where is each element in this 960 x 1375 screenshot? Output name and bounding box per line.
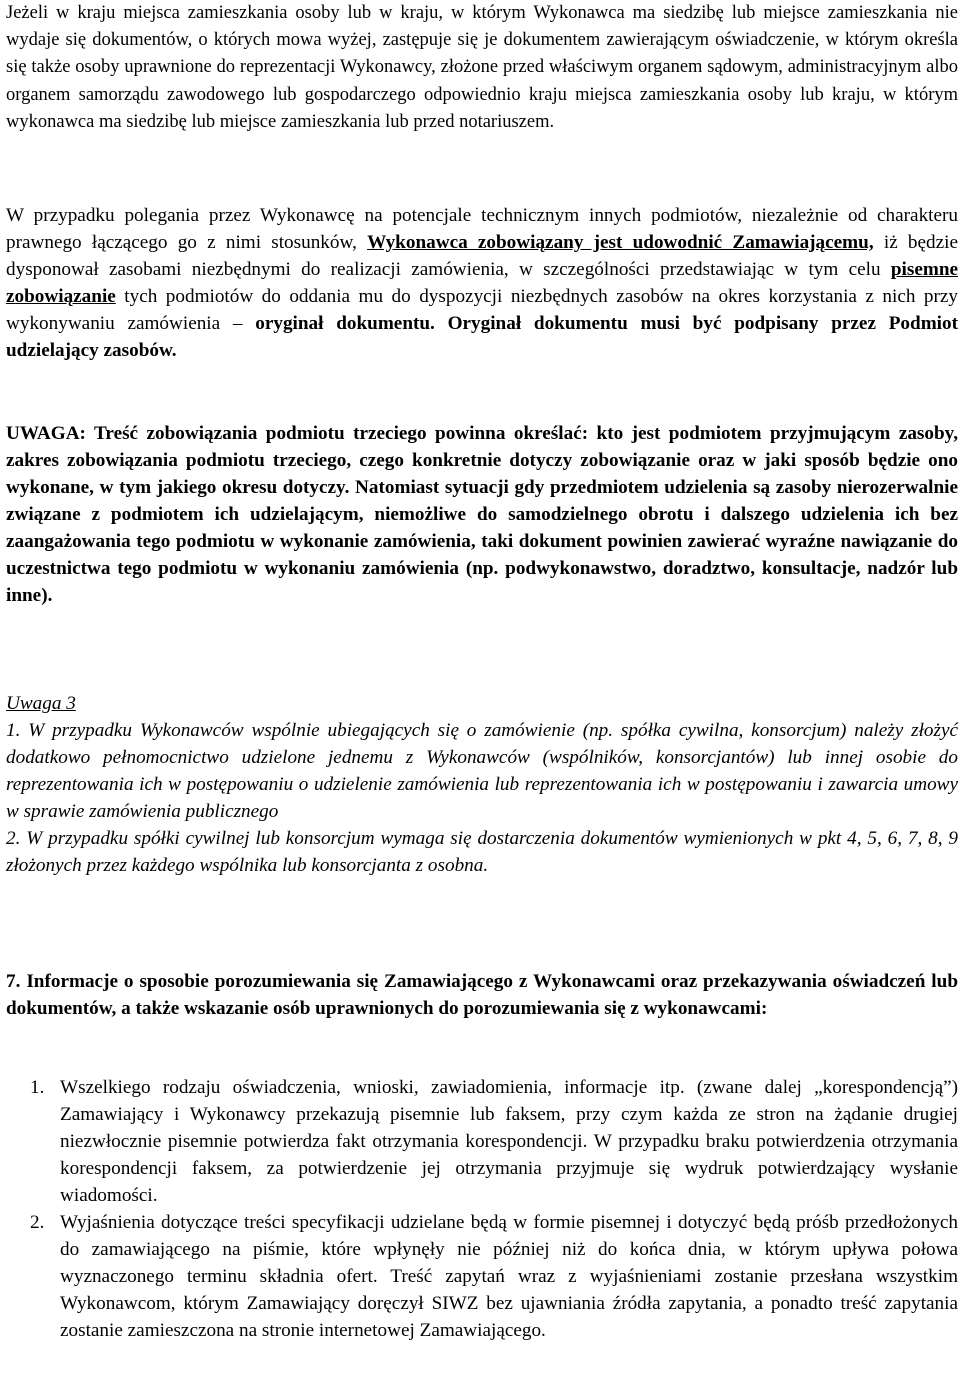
list-item [30,1074,958,1209]
list-item [30,1209,958,1344]
note-item-2: 2. W przypadku spółki cywilnej lub konsorcjum wymaga się dostarczenia dokumentów wymienionych w pkt 4, 5, 6, 7, 8, 9 złożonych przez każdego wspólnika lub konsorcjanta z osobna. [6,828,958,876]
note-block [6,690,958,879]
para2-written-commitment: pisemne zobowiązanie [6,259,958,307]
para2-obligation-emphasis: Wykonawca zobowiązany jest udowodnić Zamawiającemu, [367,232,874,253]
note-item-1: 1. W przypadku Wykonawców wspólnie ubiegających się o zamówienie (np. spółka cywilna, konsorcjum) należy złożyć dodatkowo pełnomocnictwo udzielone jednemu z Wykonawców (wspólników, konsorcjantów) lub innej osobie do reprezentowania ich w postępowaniu o udzielenie zamówienia lub reprezentowania ich w postępowaniu i zawarcia umowy w sprawie zamówienia publicznego [6,720,958,822]
note-heading: Uwaga 3 [6,693,76,714]
list-item-number: 1. [30,1077,45,1098]
para2-text-3: iż będzie dysponował zasobami niezbędnymi do realizacji zamówienia, w szczególności przedstawiając w tym celu [6,232,958,280]
paragraph-third-party-resources [6,202,958,364]
section-7-list [30,1074,958,1344]
para2-text-1: W przypadku polegania przez Wykonawcę na potencjale technicznym innych podmiotów, niezależnie od charakteru prawnego łączącego go z nimi stosunków, [6,205,958,253]
list-item-text: Wszelkiego rodzaju oświadczenia, wnioski, zawiadomienia, informacje itp. (zwane dalej „korespondencją”) Zamawiający i Wykonawcy przekazują pisemnie lub faksem, przy czym każda ze stron na żądanie drugiej niezwłocznie pisemnie potwierdza fakt otrzymania korespondencji. W przypadku braku potwierdzenia otrzymania korespondencji faksem, za potwierdzenie jej otrzymania przyjmuje się wydruk potwierdzający wysłanie wiadomości. [60,1077,958,1206]
paragraph-uwaga: UWAGA: Treść zobowiązania podmiotu trzeciego powinna określać: kto jest podmiotem przyjmującym zasoby, zakres zobowiązania podmiotu trzeciego, czego konkretnie dotyczy zobowiązanie oraz w jaki sposób będzie ono wykonane, w tym jakiego okresu dotyczy. Natomiast sytuacji gdy przedmiotem udzielenia są zasoby nierozerwalnie związane z podmiotem ich udzielającym, niemożliwe do samodzielnego obrotu i dalszego udzielenia ich bez zaangażowania tego podmiotu w wykonanie zamówienia, taki dokument powinien zawierać wyraźne nawiązanie do uczestnictwa tego podmiotu w wykonaniu zamówienia (np. podwykonawstwo, doradztwo, konsultacje, nadzór lub inne). [6,423,958,606]
para2-text-5: tych podmiotów do oddania mu do dyspozycji niezbędnych zasobów na okres korzystania z nich przy wykonywaniu zamówienia – [6,286,958,334]
list-item-text: Wyjaśnienia dotyczące treści specyfikacji udzielane będą w formie pisemnej i dotyczyć będą próśb przedłożonych do zamawiającego na piśmie, które wpłynęły nie później niż do końca dnia, w którym upływa połowa wyznaczonego terminu składnia ofert. Treść zapytań wraz z wyjaśnieniami zostanie przesłana wszystkim Wykonawcom, którym Zamawiający doręczył SIWZ bez ujawniania źródła zapytania, a ponadto treść zapytania zostanie zamieszczona na stronie internetowej Zamawiającego. [60,1212,958,1341]
section-7-title: 7. Informacje o sposobie porozumiewania się Zamawiającego z Wykonawcami oraz przekazywania oświadczeń lub dokumentów, a także wskazanie osób uprawnionych do porozumiewania się z wykonawcami: [6,971,958,1019]
para2-original-document: oryginał dokumentu. Oryginał dokumentu musi być podpisany przez Podmiot udzielający zasobów. [6,313,958,361]
paragraph-foreign-documents: Jeżeli w kraju miejsca zamieszkania osoby lub w kraju, w którym Wykonawca ma siedzibę lub miejsce zamieszkania nie wydaje się dokumentów, o których mowa wyżej, zastępuje się je dokumentem zawierającym oświadczenie, w którym określa się także osoby uprawnione do reprezentacji Wykonawcy, złożone przed właściwym organem sądowym, administracyjnym albo organem samorządu zawodowego lub gospodarczego odpowiednio kraju miejsca zamieszkania osoby lub kraju, w którym wykonawca ma siedzibę lub miejsce zamieszkania lub przed notariuszem. [6,3,958,132]
list-item-number: 2. [30,1212,45,1233]
